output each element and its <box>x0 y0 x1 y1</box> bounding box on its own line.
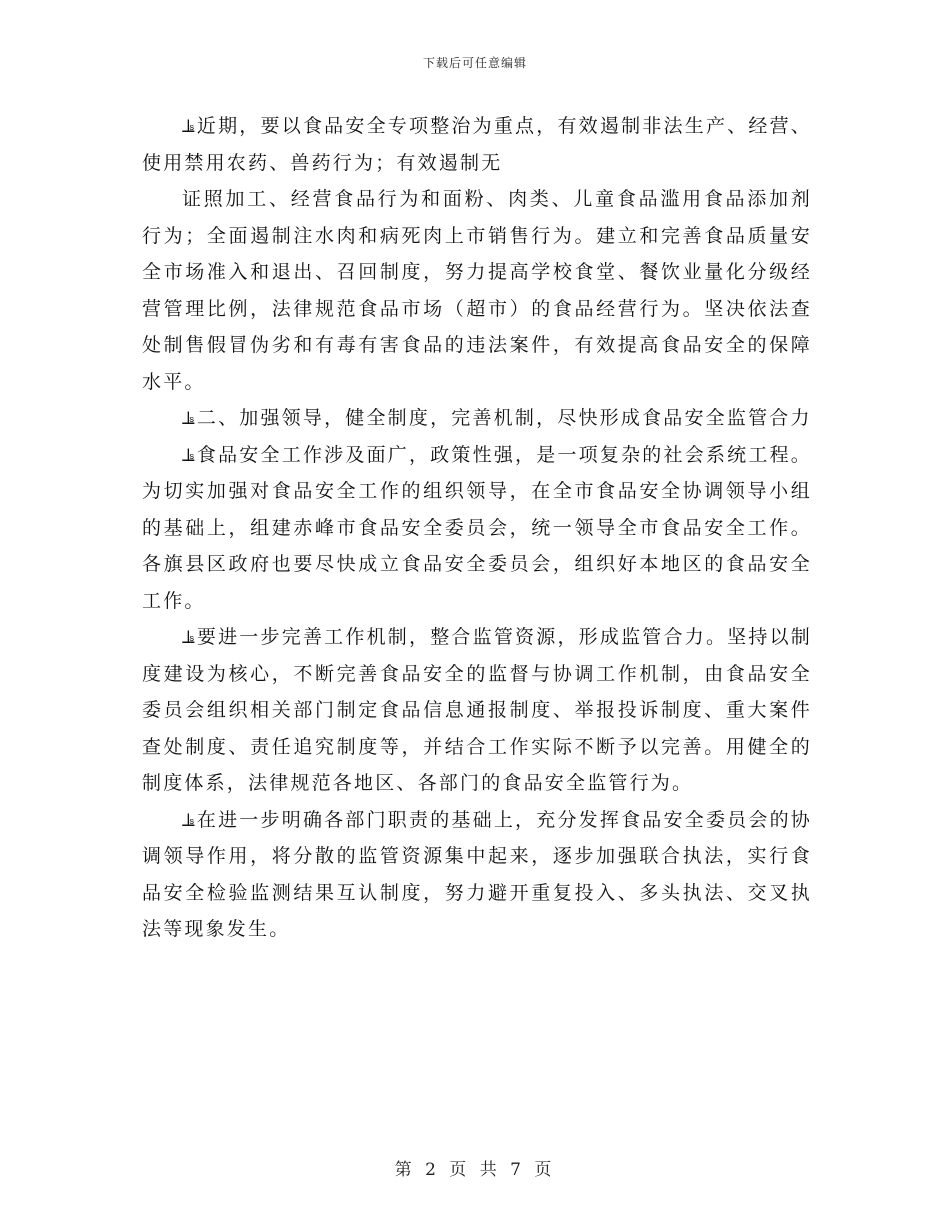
paragraph-6: ⫡在进一步明确各部门职责的基础上，充分发挥食品安全委员会的协调领导作用，将分散的监管资源集中起来，逐步加强联合执法，实行食品安全检验监测结果互认制度，努力避开重复投入、多头执法、交叉执法等现象发生。 <box>142 808 812 940</box>
paragraph-4: ⫡食品安全工作涉及面广，政策性强，是一项复杂的社会系统工程。为切实加强对食品安全工作的组织领导，在全市食品安全协调领导小组的基础上，组建赤峰市食品安全委员会，统一领导全市食品安全工作。各旗县区政府也要尽快成立食品安全委员会，组织好本地区的食品安全工作。 <box>142 443 812 612</box>
paragraph-5: ⫡要进一步完善工作机制，整合监管资源，形成监管合力。坚持以制度建设为核心，不断完善食品安全的监督与协调工作机制，由食品安全委员会组织相关部门制定食品信息通报制度、举报投诉制度、重大案件查处制度、责任追究制度等，并结合工作实际不断予以完善。用健全的制度体系，法律规范各地区、各部门的食品安全监管行为。 <box>142 626 812 794</box>
page-footer: 第 2 页 共 7 页 <box>394 1160 556 1180</box>
paragraph-1: ⫡近期，要以食品安全专项整治为重点，有效遏制非法生产、经营、使用禁用农药、兽药行为；有效遏制无 <box>142 115 812 174</box>
paragraph-3: ⫡二、加强领导，健全制度，完善机制，尽快形成食品安全监管合力 <box>182 407 812 429</box>
page-header: 下载后可任意编辑 <box>422 56 527 70</box>
document-body <box>142 108 812 948</box>
paragraph-2: 证照加工、经营食品行为和面粉、肉类、儿童食品滥用食品添加剂行为；全面遏制注水肉和病死肉上市销售行为。建立和完善食品质量安全市场准入和退出、召回制度，努力提高学校食堂、餐饮业量化分级经营管理比例，法律规范食品市场（超市）的食品经营行为。坚决依法查处制售假冒伪劣和有毒有害食品的违法案件，有效提高食品安全的保障水平。 <box>142 188 812 393</box>
